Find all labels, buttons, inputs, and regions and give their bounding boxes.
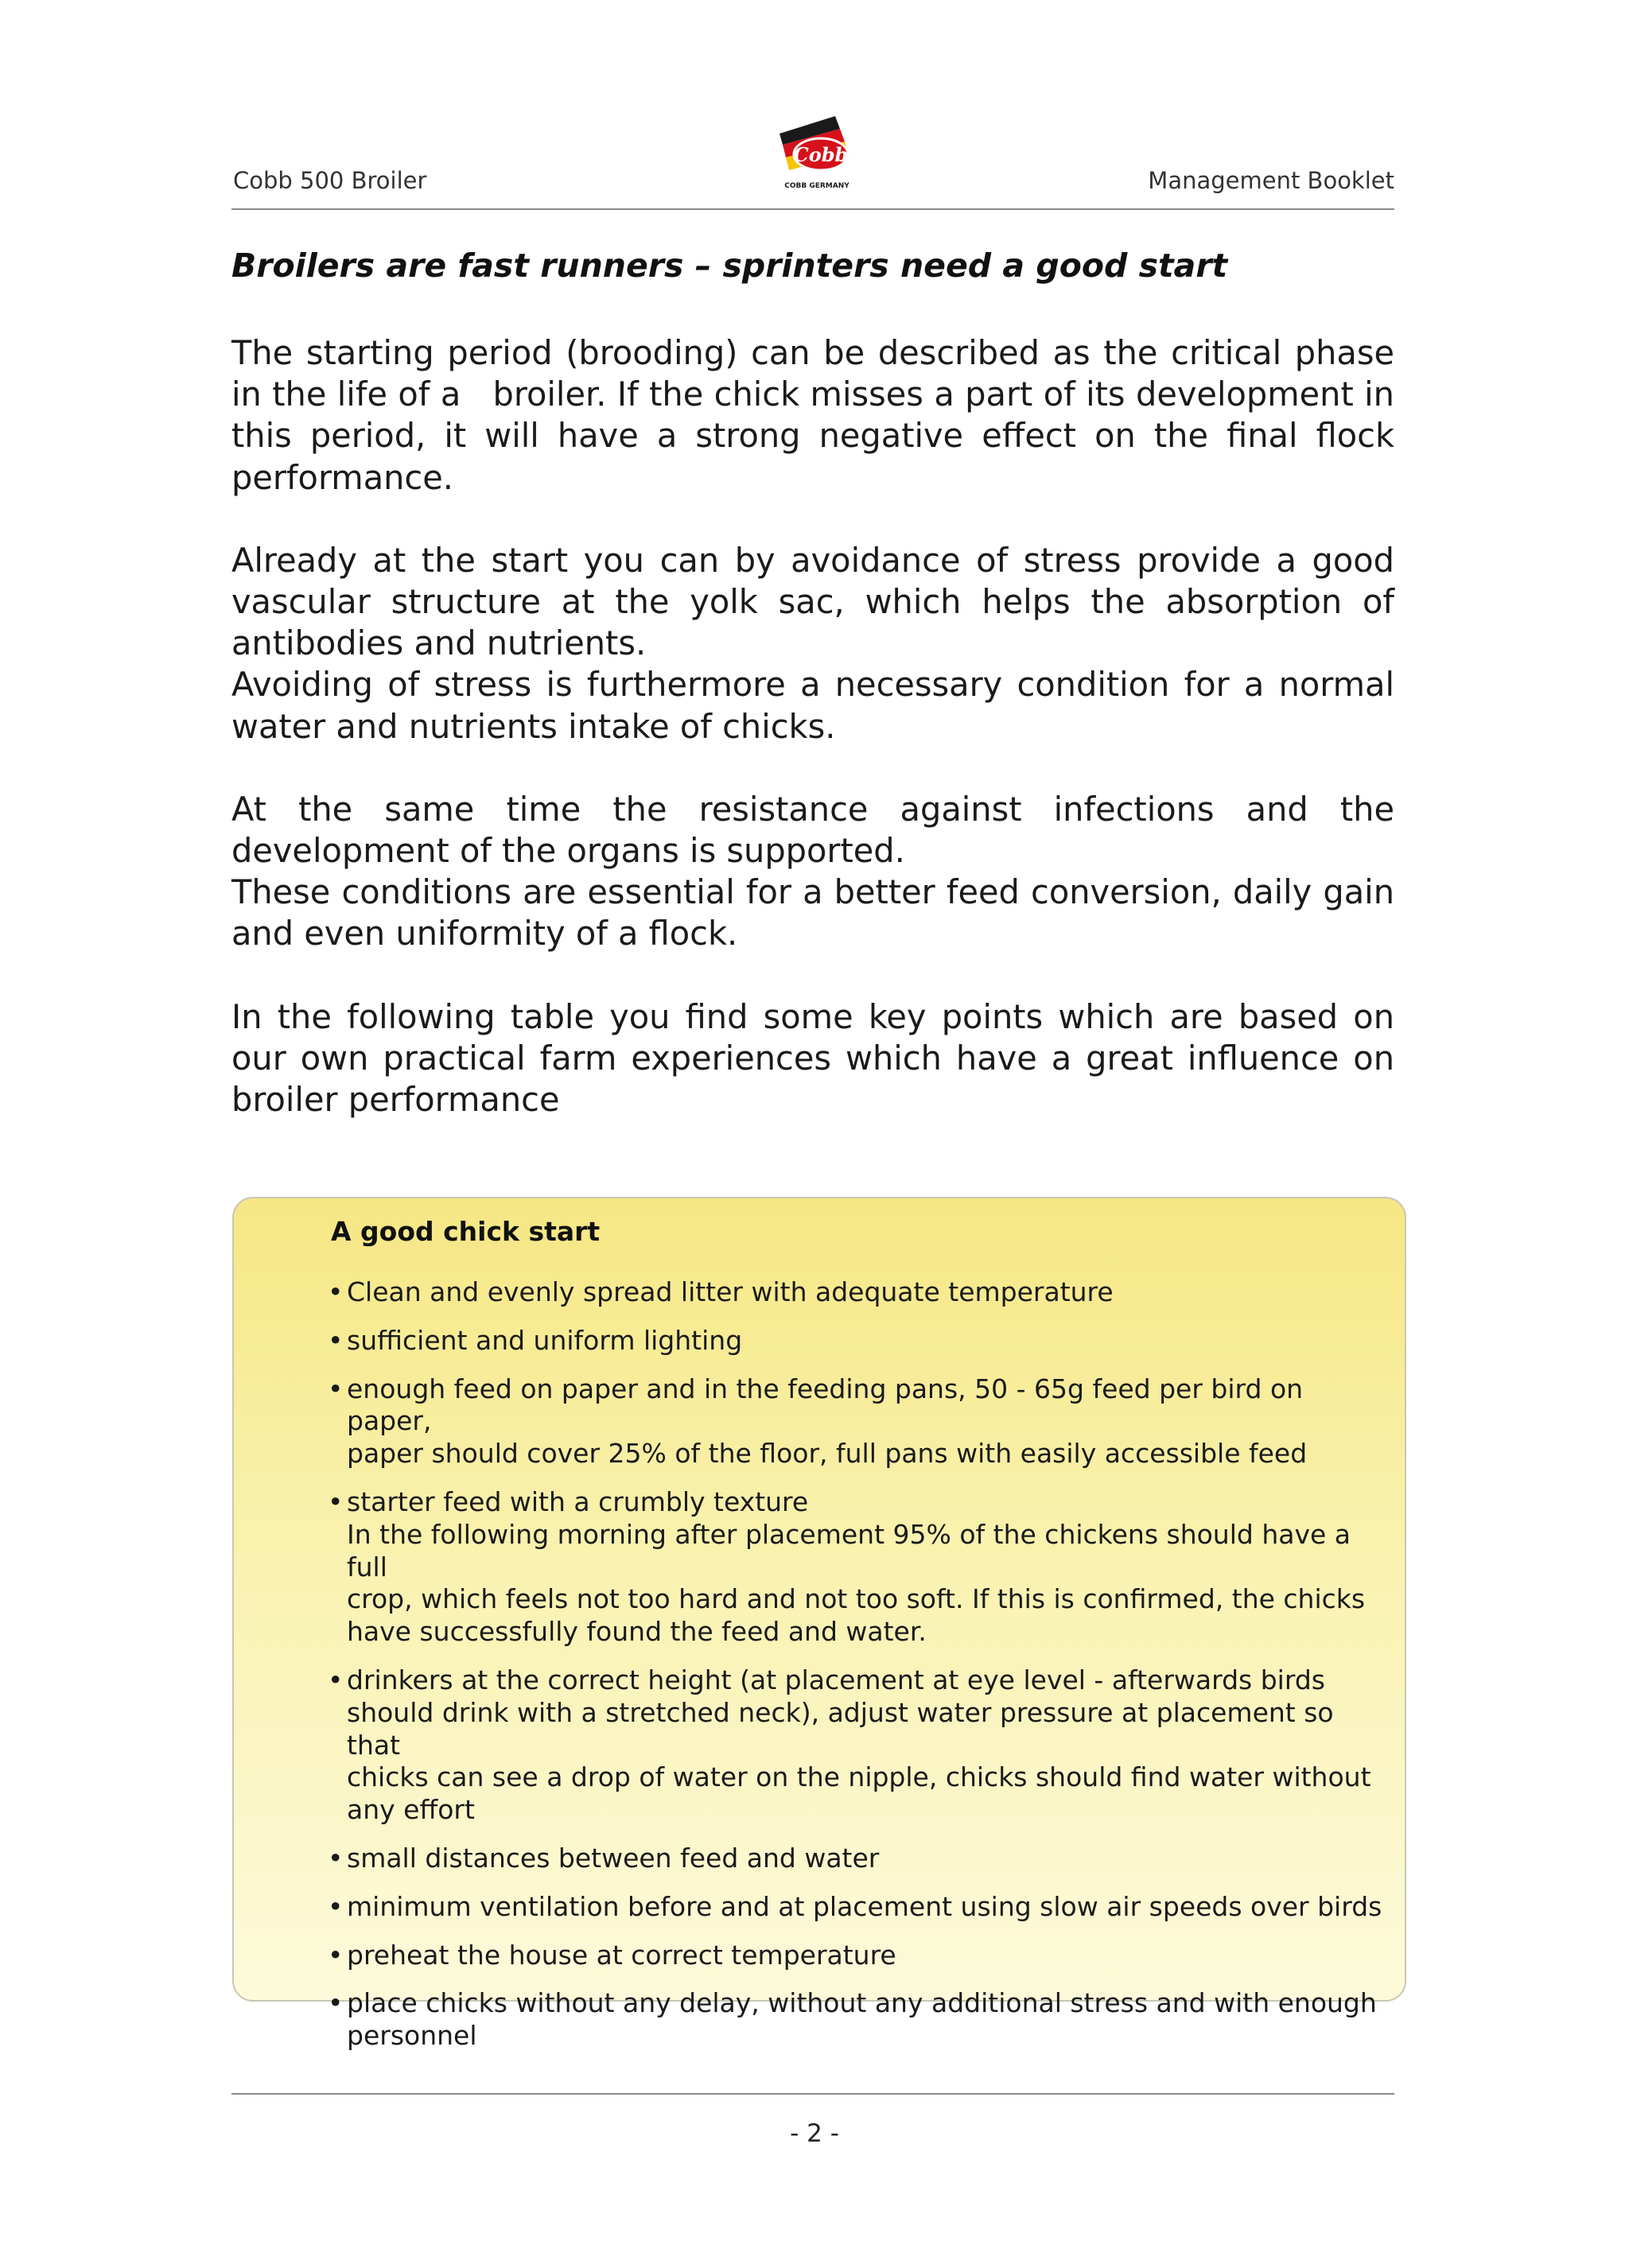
list-item-line: should drink with a stretched neck), adjust water pressure at placement so that [347, 1696, 1334, 1761]
bullet-icon: • [328, 1276, 344, 1307]
list-item-line: place chicks without any delay, without any additional stress and with enough [347, 1987, 1377, 2019]
box-title: A good chick start [331, 1216, 601, 1247]
list-item-line: Clean and evenly spread litter with adequate temperature [347, 1276, 1114, 1307]
paragraph-sentence: Already at the start you can by avoidance of stress provide a good vascular structure at the yolk sac, which helps the absorption of antibodies and nutrients. [231, 540, 1394, 663]
list-item [328, 1843, 1386, 1875]
paragraph-2 [231, 540, 1394, 748]
paragraph-sentence: These conditions are essential for a better feed conversion, daily gain and even uniformity of a flock. [231, 872, 1394, 953]
bullet-icon: • [328, 1987, 344, 2019]
bullet-icon: • [328, 1842, 344, 1874]
list-item [328, 1891, 1386, 1924]
list-item-line: chicks can see a drop of water on the nipple, chicks should find water without [347, 1761, 1371, 1793]
paragraph-sentence: Avoiding of stress is furthermore a necessary condition for a normal water and nutrients intake of chicks. [231, 665, 1394, 746]
list-item-line: personnel [347, 2020, 477, 2052]
paragraph-4 [231, 996, 1394, 1121]
list-item-line: drinkers at the correct height (at placement at eye level - afterwards birds [347, 1664, 1325, 1695]
list-item-line: paper should cover 25% of the floor, full pans with easily accessible feed [347, 1438, 1308, 1470]
paragraph-sentence: At the same time the resistance against infections and the development of the organs is supported. [231, 789, 1394, 871]
list-item-line: In the following morning after placement 95% of the chickens should have a full [347, 1518, 1351, 1583]
bullet-icon: • [328, 1939, 344, 1971]
section-heading: Broilers are fast runners – sprinters need a good start [231, 247, 1228, 285]
svg-text:Cobb: Cobb [793, 143, 849, 166]
list-item [328, 1276, 1386, 1309]
list-item-line: enough feed on paper and in the feeding pans, 50 - 65g feed per bird on paper, [347, 1373, 1304, 1437]
paragraph-sentence: The starting period (brooding) can be described as the critical phase in the life of a broiler. If the chick misses a part of its development in this period, it will have a strong negative effect on the final flock performance. [231, 333, 1394, 497]
list-item-line: any effort [347, 1794, 475, 1826]
bullet-icon: • [328, 1373, 344, 1404]
list-item [328, 1940, 1386, 1972]
paragraph-sentence: In the following table you find some key points which are based on our own practical farm experiences which have a great influence on broiler performance [231, 996, 1394, 1120]
bullet-icon: • [328, 1664, 344, 1695]
list-item-line: small distances between feed and water [347, 1842, 880, 1874]
bullet-icon: • [328, 1324, 344, 1356]
footer-divider [231, 2093, 1394, 2095]
bullet-icon: • [328, 1890, 344, 1922]
svg-text:COBB GERMANY: COBB GERMANY [784, 182, 849, 190]
header-title-right: Management Booklet [1148, 167, 1394, 194]
paragraph-1 [231, 332, 1394, 499]
body-text [231, 332, 1394, 1162]
chick-start-box [232, 1197, 1406, 2052]
list-item-line: preheat the house at correct temperature [347, 1939, 896, 1971]
bullet-icon: • [328, 1485, 344, 1517]
list-item [328, 1486, 1386, 1649]
list-item-line: minimum ventilation before and at placement using slow air speeds over birds [347, 1890, 1382, 1922]
header-title-left: Cobb 500 Broiler [233, 167, 427, 194]
list-item-line: have successfully found the feed and water. [347, 1616, 927, 1648]
list-item-line: crop, which feels not too hard and not too soft. If this is confirmed, the chicks [347, 1583, 1366, 1615]
page-number: - 2 - [790, 2119, 839, 2148]
list-item-line: sufficient and uniform lighting [347, 1324, 743, 1356]
list-item [328, 1373, 1386, 1470]
chick-start-list [328, 1276, 1386, 2068]
list-item-line: starter feed with a crumbly texture [347, 1485, 809, 1517]
list-item [328, 1987, 1386, 2052]
list-item [328, 1664, 1386, 1827]
list-item [328, 1325, 1386, 1357]
cobb-germany-logo [773, 111, 861, 194]
paragraph-3 [231, 789, 1394, 955]
page-header [231, 111, 1394, 210]
